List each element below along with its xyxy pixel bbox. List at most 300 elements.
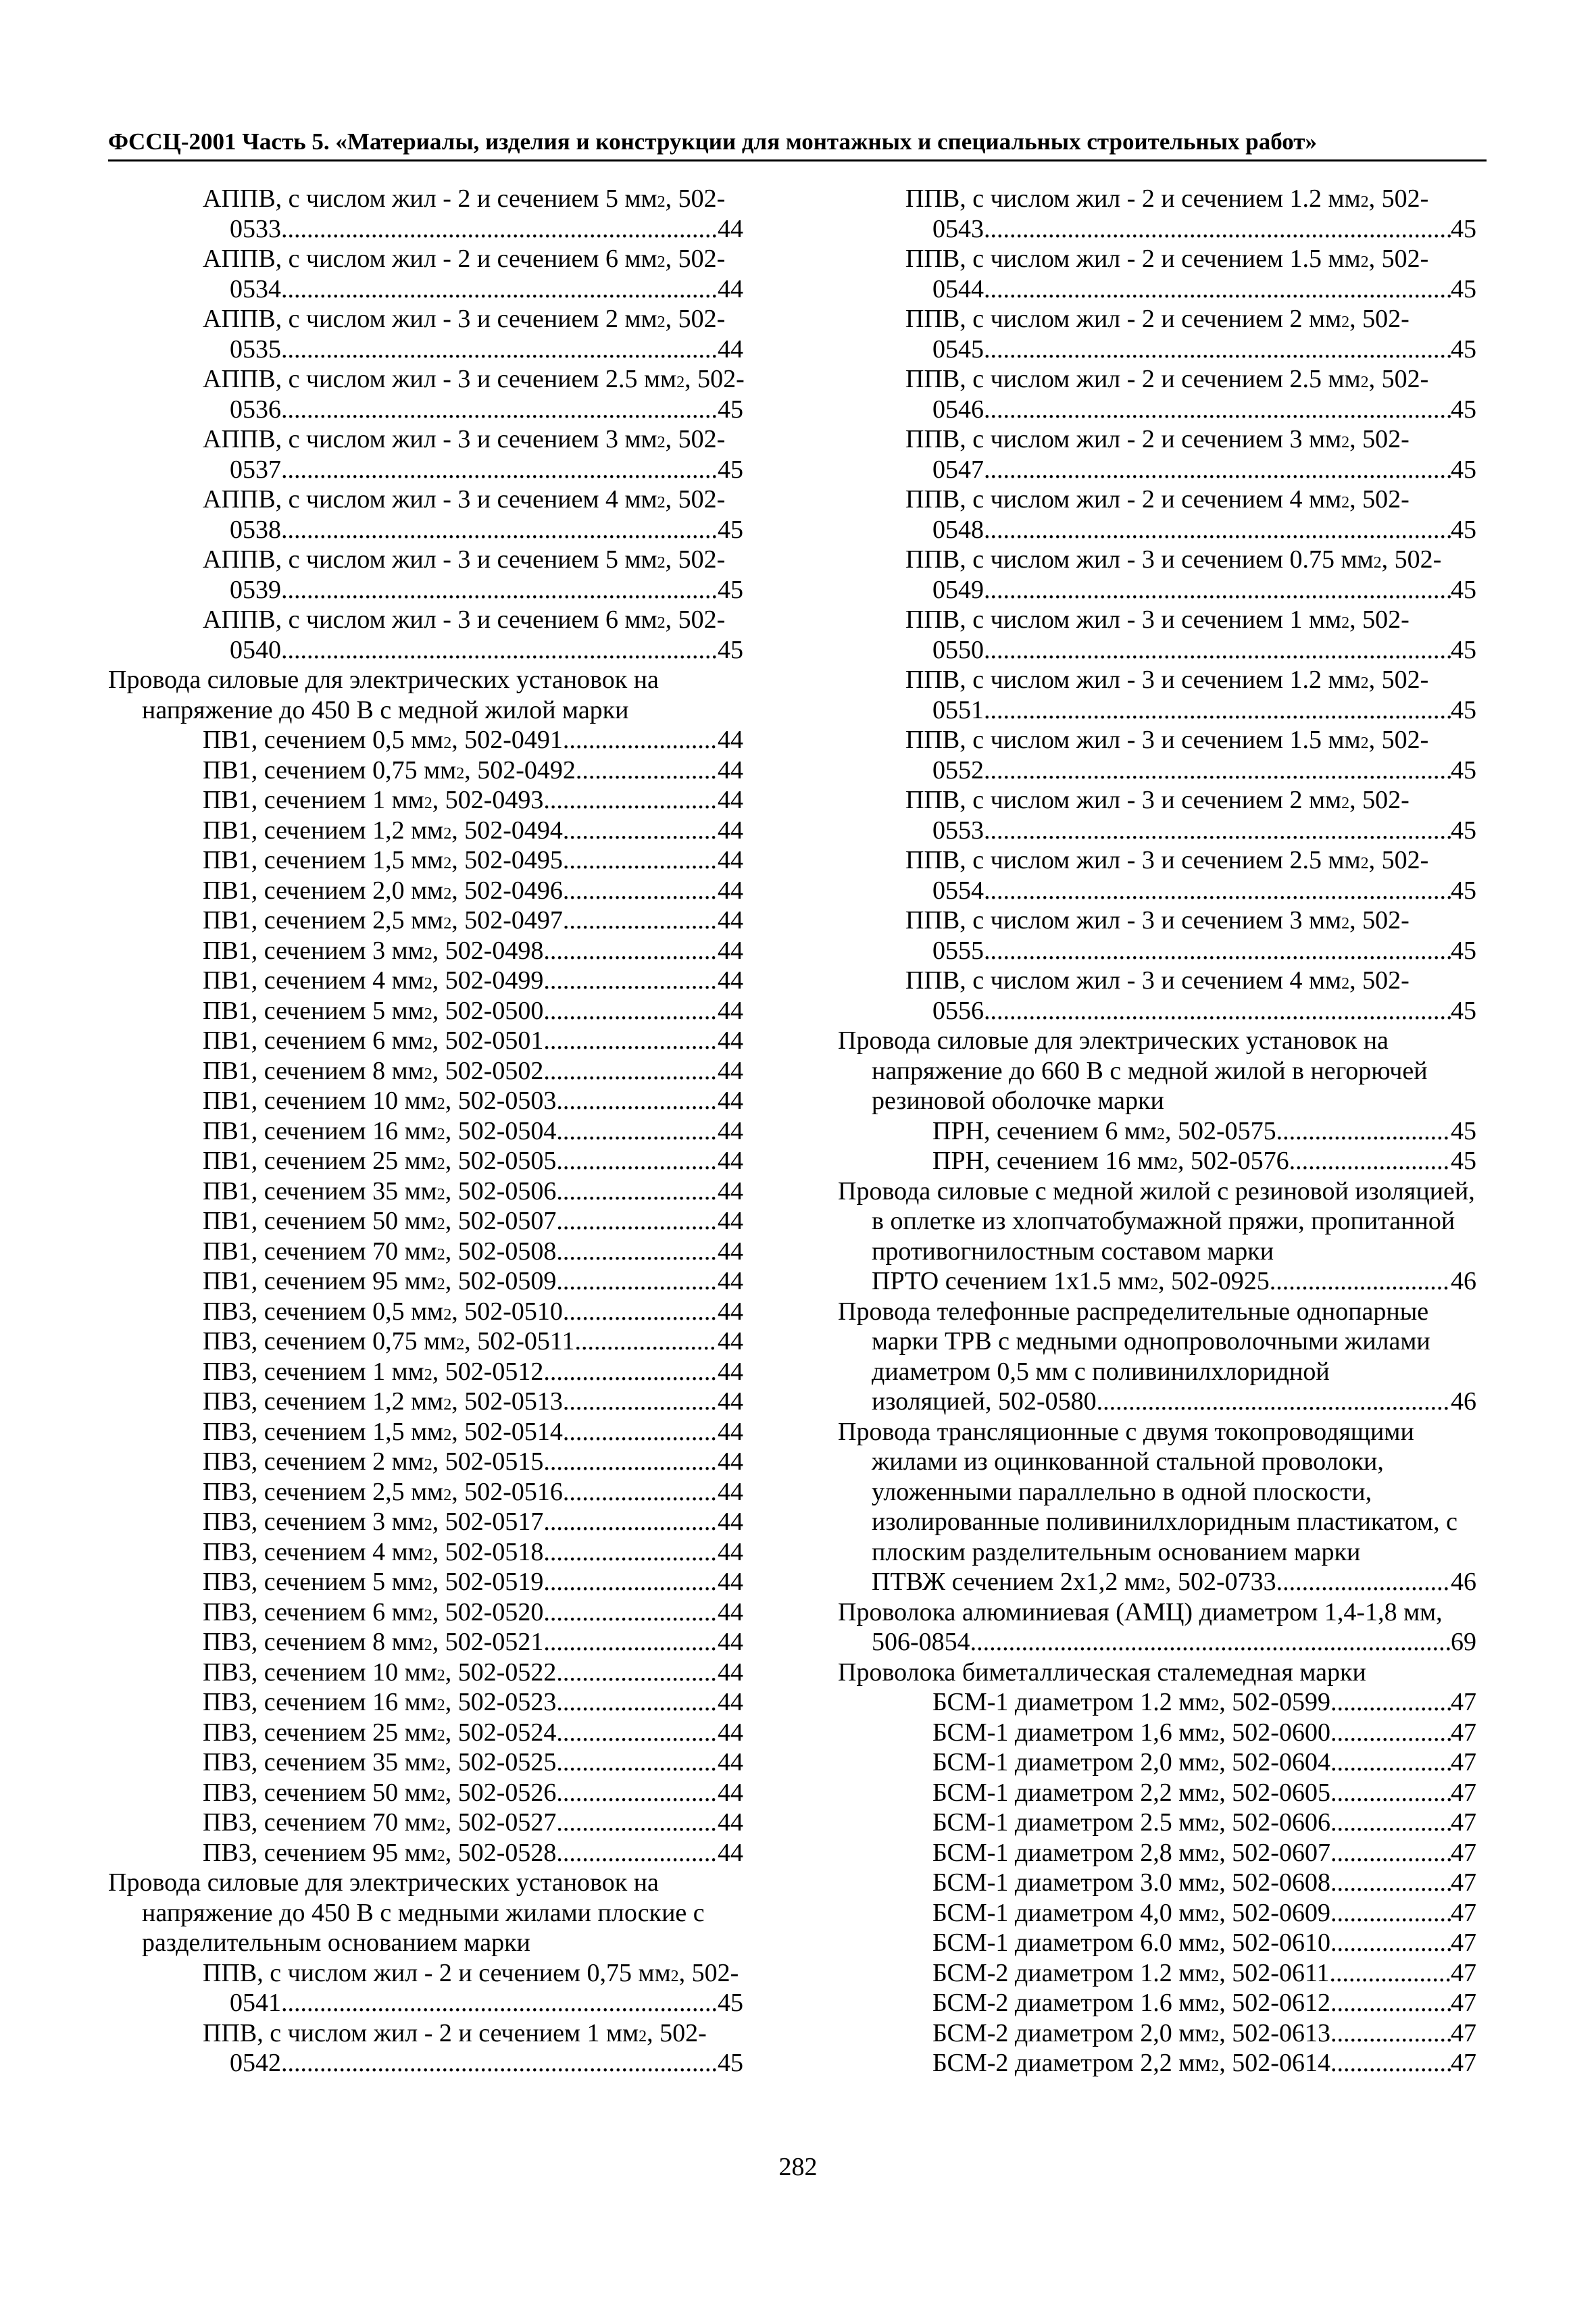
entry-line xyxy=(108,635,743,666)
dot-leader xyxy=(1276,1567,1451,1597)
entry-code: 0548 xyxy=(932,515,984,544)
index-entry: ПВ3, сечением 2,5 мм 2 , 502-0516 ..... 44 xyxy=(108,1477,743,1508)
entry-code-prefix: , 502- xyxy=(1349,786,1410,814)
entry-page: 47 xyxy=(1451,1778,1476,1807)
index-entry: ПВ1, сечением 3 мм 2 , 502-0498 ..... 44 xyxy=(108,936,743,966)
entry-line xyxy=(838,515,1476,545)
entry-text: БСМ-1 диаметром 3.0 мм xyxy=(932,1868,1212,1897)
entry-code-prefix: , 502- xyxy=(665,545,726,574)
entry-line: ППВ, с числом жил - 3 и сечением 0.75 мм 2 , 502- xyxy=(905,545,1442,574)
entry-page: 44 xyxy=(718,1087,743,1115)
entry-code: 0549 xyxy=(932,575,984,604)
entry-line xyxy=(108,515,743,545)
dot-leader xyxy=(556,1808,718,1838)
entry-line: ПТВЖ сечением 2х1,2 мм 2 , 502-0733 ..... 46 xyxy=(838,1567,1476,1597)
dot-leader xyxy=(543,1597,718,1628)
entry-page: 44 xyxy=(718,1718,743,1747)
entry-text: ПВ1, сечением 1 мм xyxy=(203,786,424,814)
entry-page: 45 xyxy=(1451,455,1476,484)
entry-code: , 502-0509 xyxy=(445,1267,557,1295)
dot-leader xyxy=(556,1687,718,1718)
entry-page: 44 xyxy=(718,1838,743,1867)
index-entry xyxy=(108,304,743,364)
entry-code: , 502-0505 xyxy=(445,1147,557,1175)
entry-page: 44 xyxy=(718,214,743,243)
dot-leader xyxy=(556,1237,718,1267)
entry-code: , 502-0528 xyxy=(445,1838,557,1867)
index-entry: ПВ3, сечением 25 мм 2 , 502-0524 ..... 44 xyxy=(108,1718,743,1748)
entry-code: 0542 xyxy=(230,2049,281,2077)
section-heading: Провода силовые для электрических установок на xyxy=(108,1868,659,1897)
entry-text: ПВ1, сечением 1,2 мм xyxy=(203,816,444,845)
entry-page: 44 xyxy=(718,1147,743,1175)
dot-leader xyxy=(543,1357,718,1387)
dot-leader xyxy=(1330,1718,1451,1748)
index-entry: ПВ3, сечением 0,75 мм 2 , 502-0511 ..... 44 xyxy=(108,1326,743,1357)
section-heading: разделительным основанием марки xyxy=(142,1928,530,1957)
entry-text: ПВ1, сечением 3 мм xyxy=(203,936,424,965)
index-entry xyxy=(108,545,743,605)
entry-code: , 502-0526 xyxy=(445,1778,557,1807)
index-entry: ПВ1, сечением 0,75 мм 2 , 502-0492 ..... 44 xyxy=(108,755,743,786)
index-entry: БСМ-1 диаметром 6.0 мм 2 , 502-0610 ..... 47 xyxy=(838,1928,1476,1958)
entry-page: 44 xyxy=(718,906,743,935)
entry-line xyxy=(108,274,743,305)
entry-text: ПВ1, сечением 2,0 мм xyxy=(203,876,444,905)
entry-text: ПВ1, сечением 6 мм xyxy=(203,1026,424,1055)
dot-leader xyxy=(556,1266,718,1297)
index-entry xyxy=(838,785,1476,845)
entry-text: ПВ1, сечением 70 мм xyxy=(203,1237,437,1266)
entry-page: 44 xyxy=(718,1387,743,1416)
dot-leader xyxy=(970,1627,1451,1658)
entry-code: , 502-0524 xyxy=(445,1718,557,1747)
entry-line: АППВ, с числом жил - 3 и сечением 4 мм 2 , 502- xyxy=(203,485,726,514)
entry-page: 47 xyxy=(1451,1838,1476,1867)
entry-text: АППВ, с числом жил - 3 и сечением 2.5 мм xyxy=(203,365,677,393)
entry-page: 44 xyxy=(718,1417,743,1446)
dot-leader xyxy=(1330,1747,1451,1778)
entry-text: ППВ, с числом жил - 2 и сечением 1.2 мм xyxy=(905,184,1361,213)
index-entry: ПВ1, сечением 1,2 мм 2 , 502-0494 ..... 44 xyxy=(108,816,743,846)
dot-leader xyxy=(281,2048,718,2078)
entry-text: ПВ3, сечением 70 мм xyxy=(203,1808,437,1837)
entry-page: 44 xyxy=(718,1477,743,1506)
entry-text: БСМ-1 диаметром 1,6 мм xyxy=(932,1718,1212,1747)
entry-code: , 502-0494 xyxy=(451,816,563,845)
index-entry: ПВ1, сечением 1 мм 2 , 502-0493 ..... 44 xyxy=(108,785,743,816)
entry-code: , 502-0575 xyxy=(1164,1116,1276,1145)
entry-page: 44 xyxy=(718,1748,743,1776)
entry-code: 0556 xyxy=(932,996,984,1025)
index-entry: БСМ-1 диаметром 2,2 мм 2 , 502-0605 ..... 47 xyxy=(838,1778,1476,1808)
entry-code: , 502-0495 xyxy=(451,846,563,874)
entry-line xyxy=(838,1627,1476,1658)
index-entry: БСМ-1 диаметром 1.2 мм 2 , 502-0599 ..... 47 xyxy=(838,1687,1476,1718)
entry-line: АППВ, с числом жил - 2 и сечением 6 мм 2 , 502- xyxy=(203,245,726,273)
entry-code: , 502-0604 xyxy=(1219,1748,1330,1776)
entry-line: ППВ, с числом жил - 2 и сечением 3 мм 2 , 502- xyxy=(905,425,1410,453)
dot-leader xyxy=(984,455,1451,485)
entry-text: БСМ-1 диаметром 2,0 мм xyxy=(932,1748,1212,1776)
entry-code: , 502-0513 xyxy=(451,1387,563,1416)
dot-leader xyxy=(563,1477,718,1508)
entry-code: , 502-0606 xyxy=(1219,1808,1330,1837)
index-entry: ПВ1, сечением 70 мм 2 , 502-0508 ..... 44 xyxy=(108,1237,743,1267)
entry-code: , 502-0520 xyxy=(432,1597,544,1626)
entry-text: ПВ3, сечением 0,5 мм xyxy=(203,1297,444,1326)
entry-line: АППВ, с числом жил - 3 и сечением 6 мм 2 , 502- xyxy=(203,605,726,634)
section-heading: напряжение до 450 В с медной жилой марки xyxy=(142,695,629,724)
entry-code: , 502-0501 xyxy=(432,1026,544,1055)
entry-page: 45 xyxy=(1451,575,1476,604)
index-entry: ПВ1, сечением 50 мм 2 , 502-0507 ..... 44 xyxy=(108,1206,743,1237)
dot-leader xyxy=(281,575,718,605)
entry-text: АППВ, с числом жил - 3 и сечением 4 мм xyxy=(203,485,657,514)
entry-text: ПВ1, сечением 2,5 мм xyxy=(203,906,444,935)
dot-leader xyxy=(984,936,1451,966)
entry-text: ПВ3, сечением 25 мм xyxy=(203,1718,437,1747)
entry-code: 0537 xyxy=(230,455,281,484)
entry-code: 0552 xyxy=(932,755,984,785)
entry-line: ППВ, с числом жил - 2 и сечением 2.5 мм 2 , 502- xyxy=(905,365,1429,393)
index-entry: ПВ1, сечением 4 мм 2 , 502-0499 ..... 44 xyxy=(108,966,743,996)
entry-text: БСМ-2 диаметром 1.6 мм xyxy=(932,1989,1212,2017)
entry-page: 44 xyxy=(718,1267,743,1295)
entry-code-prefix: , 502- xyxy=(678,1958,739,1987)
index-entry: БСМ-1 диаметром 3.0 мм 2 , 502-0608 ..... 47 xyxy=(838,1868,1476,1898)
entry-text: Провода телефонные распределительные однопарные марки ТРВ с медными однопроволочными жилами диаметром 0,5 мм с поливинилхлоридной xyxy=(838,1297,1430,1386)
entry-code-prefix: , 502- xyxy=(1349,906,1410,935)
entry-text: ПВ1, сечением 4 мм xyxy=(203,966,424,995)
running-header: ФССЦ-2001 Часть 5. «Материалы, изделия и конструкции для монтажных и специальных строительных работ» xyxy=(108,128,1317,155)
entry-page: 44 xyxy=(718,1597,743,1626)
entry-code: , 502-0611 xyxy=(1219,1958,1330,1987)
entry-page: 44 xyxy=(718,966,743,995)
entry-code-prefix: , 502- xyxy=(647,2018,707,2047)
entry-page: 45 xyxy=(1451,515,1476,544)
entry-text: АППВ, с числом жил - 2 и сечением 6 мм xyxy=(203,245,657,273)
entry-line xyxy=(108,1988,743,2018)
entry-text: ПВ1, сечением 1,5 мм xyxy=(203,846,444,874)
dot-leader xyxy=(281,455,718,485)
entry-code: 0555 xyxy=(932,936,984,965)
index-entry: ПВ1, сечением 10 мм 2 , 502-0503 ..... 44 xyxy=(108,1086,743,1116)
entry-text: БСМ-2 диаметром 2,2 мм xyxy=(932,2049,1212,2077)
entry-page: 44 xyxy=(718,1176,743,1205)
index-entry xyxy=(108,244,743,304)
index-entry: БСМ-2 диаметром 2,0 мм 2 , 502-0613 ..... 47 xyxy=(838,2018,1476,2049)
dot-leader xyxy=(1270,1266,1451,1297)
index-entry xyxy=(108,364,743,424)
entry-page: 44 xyxy=(718,755,743,785)
dot-leader xyxy=(543,1447,718,1477)
dot-leader xyxy=(556,1176,718,1207)
index-entry: ПВ3, сечением 16 мм 2 , 502-0523 ..... 44 xyxy=(108,1687,743,1718)
index-column-right xyxy=(838,184,1476,2078)
entry-text: ПВ1, сечением 35 мм xyxy=(203,1176,437,1205)
entry-code: , 502-0609 xyxy=(1219,1898,1330,1927)
entry-code: 0535 xyxy=(230,334,281,364)
entry-page: 44 xyxy=(718,1568,743,1596)
dot-leader xyxy=(281,635,718,666)
dot-leader xyxy=(1276,1116,1451,1147)
dot-leader xyxy=(563,1387,718,1417)
entry-text: Проволока алюминиевая (АМЦ) диаметром 1,4-1,8 мм, xyxy=(838,1597,1443,1626)
entry-code: 0540 xyxy=(230,635,281,664)
entry-text: ПВ1, сечением 8 мм xyxy=(203,1056,424,1085)
entry-page: 45 xyxy=(1451,996,1476,1025)
dot-leader xyxy=(556,1658,718,1688)
index-entry: ПВ3, сечением 6 мм 2 , 502-0520 ..... 44 xyxy=(108,1597,743,1628)
entry-line xyxy=(838,214,1476,245)
entry-page: 46 xyxy=(1451,1568,1476,1596)
index-entry: ПВ1, сечением 95 мм 2 , 502-0509 ..... 44 xyxy=(108,1266,743,1297)
entry-code-prefix: , 502- xyxy=(1349,485,1410,514)
entry-line xyxy=(838,936,1476,966)
entry-code: , 502-0610 xyxy=(1219,1928,1330,1957)
entry-text: ПРТО сечением 1х1.5 мм xyxy=(872,1267,1151,1295)
entry-code: 0553 xyxy=(932,816,984,845)
entry-line: ППВ, с числом жил - 3 и сечением 1.5 мм 2 , 502- xyxy=(905,726,1429,754)
dot-leader xyxy=(984,334,1451,365)
entry-text: ПВ3, сечением 1,5 мм xyxy=(203,1417,444,1446)
index-entry: ПВ3, сечением 1 мм 2 , 502-0512 ..... 44 xyxy=(108,1357,743,1387)
entry-page: 47 xyxy=(1451,1898,1476,1927)
dot-leader xyxy=(984,575,1451,605)
entry-page: 44 xyxy=(718,1688,743,1716)
entry-code: , 502-0518 xyxy=(432,1537,544,1566)
index-entry: ПВ3, сечением 95 мм 2 , 502-0528 ..... 44 xyxy=(108,1838,743,1868)
dot-leader xyxy=(281,214,718,245)
entry-text: ППВ, с числом жил - 3 и сечением 4 мм xyxy=(905,966,1342,995)
index-entry: ПВ1, сечением 25 мм 2 , 502-0505 ..... 44 xyxy=(108,1146,743,1176)
entry-code: 0544 xyxy=(932,274,984,303)
dot-leader xyxy=(984,635,1451,666)
entry-line xyxy=(838,695,1476,726)
entry-text: АППВ, с числом жил - 3 и сечением 3 мм xyxy=(203,425,657,453)
index-entry xyxy=(838,484,1476,545)
entry-text: изоляцией, 502-0580 xyxy=(872,1387,1097,1416)
dot-leader xyxy=(563,876,718,906)
entry-text: ПВ3, сечением 95 мм xyxy=(203,1838,437,1867)
index-entry: ПВ3, сечением 0,5 мм 2 , 502-0510 ..... 44 xyxy=(108,1297,743,1327)
entry-page: 45 xyxy=(1451,1147,1476,1175)
entry-text: ПВ3, сечением 16 мм xyxy=(203,1688,437,1716)
dot-leader xyxy=(984,214,1451,245)
index-entry: БСМ-1 диаметром 2,8 мм 2 , 502-0607 ..... 47 xyxy=(838,1838,1476,1868)
entry-code: , 502-0515 xyxy=(432,1447,544,1476)
dot-leader xyxy=(1330,1687,1451,1718)
dot-leader xyxy=(543,1537,718,1568)
index-entry: БСМ-2 диаметром 1.6 мм 2 , 502-0612 ..... 47 xyxy=(838,1988,1476,2018)
entry-text: ПВ3, сечением 8 мм xyxy=(203,1628,424,1656)
entry-code: , 502-0504 xyxy=(445,1116,557,1145)
entry-page: 44 xyxy=(718,1658,743,1687)
entry-line xyxy=(838,1387,1476,1417)
entry-text: ППВ, с числом жил - 3 и сечением 2.5 мм xyxy=(905,846,1361,874)
entry-code: , 502-0500 xyxy=(432,996,544,1025)
entry-line xyxy=(838,455,1476,485)
entry-code-prefix: , 502- xyxy=(1349,605,1410,634)
entry-page: 44 xyxy=(718,1447,743,1476)
entry-line: АППВ, с числом жил - 3 и сечением 5 мм 2 , 502- xyxy=(203,545,726,574)
entry-code: , 502-0614 xyxy=(1219,2049,1330,2077)
dot-leader xyxy=(984,395,1451,425)
entry-page: 45 xyxy=(718,395,743,424)
entry-line xyxy=(838,334,1476,365)
entry-code: , 502-0493 xyxy=(432,786,544,814)
entry-line xyxy=(838,876,1476,906)
dot-leader xyxy=(543,1507,718,1537)
entry-code: 0543 xyxy=(932,214,984,243)
entry-text: АППВ, с числом жил - 3 и сечением 2 мм xyxy=(203,305,657,333)
entry-page: 45 xyxy=(718,635,743,664)
index-entry xyxy=(838,364,1476,424)
entry-text: ПВ3, сечением 0,75 мм xyxy=(203,1327,457,1355)
index-entry xyxy=(108,1958,743,2018)
entry-page: 45 xyxy=(718,1989,743,2017)
entry-line xyxy=(838,635,1476,666)
dot-leader xyxy=(563,1417,718,1447)
entry-code: 0533 xyxy=(230,214,281,243)
index-entry xyxy=(838,545,1476,605)
dot-leader xyxy=(281,515,718,545)
dot-leader xyxy=(543,1567,718,1597)
entry-text: ППВ, с числом жил - 3 и сечением 1.2 мм xyxy=(905,666,1361,694)
entry-code: 0547 xyxy=(932,455,984,484)
index-entry: ПРН, сечением 6 мм 2 , 502-0575 ..... 45 xyxy=(838,1116,1476,1147)
entry-code: 0545 xyxy=(932,334,984,364)
dot-leader xyxy=(574,1326,718,1357)
entry-code-prefix: , 502- xyxy=(1368,245,1429,273)
entry-code: , 502-0607 xyxy=(1219,1838,1330,1867)
entry-page: 47 xyxy=(1451,1718,1476,1747)
index-entry: ПВ3, сечением 4 мм 2 , 502-0518 ..... 44 xyxy=(108,1537,743,1568)
entry-code: 0541 xyxy=(230,1989,281,2017)
entry-text: ПВ1, сечением 50 мм xyxy=(203,1207,437,1235)
index-entry xyxy=(108,484,743,545)
entry-code-prefix: , 502- xyxy=(1368,846,1429,874)
entry-page: 44 xyxy=(718,816,743,845)
entry-code-prefix: , 502- xyxy=(665,184,726,213)
entry-text: БСМ-1 диаметром 2,8 мм xyxy=(932,1838,1212,1867)
entry-page: 47 xyxy=(1451,1958,1476,1987)
entry-code: , 502-0516 xyxy=(451,1477,563,1506)
dot-leader xyxy=(563,845,718,876)
entry-line: ППВ, с числом жил - 2 и сечением 1.2 мм 2 , 502- xyxy=(905,184,1429,213)
entry-line xyxy=(838,996,1476,1026)
entry-line xyxy=(108,2048,743,2078)
entry-text: БСМ-2 диаметром 2,0 мм xyxy=(932,2018,1212,2047)
index-entry xyxy=(838,725,1476,785)
entry-text: БСМ-1 диаметром 4,0 мм xyxy=(932,1898,1212,1927)
entry-code: 0550 xyxy=(932,635,984,664)
dot-leader xyxy=(543,936,718,966)
entry-page: 47 xyxy=(1451,1868,1476,1897)
entry-code: , 502-0511 xyxy=(464,1327,575,1355)
entry-page: 45 xyxy=(1451,395,1476,424)
entry-line: ППВ, с числом жил - 2 и сечением 4 мм 2 , 502- xyxy=(905,485,1410,514)
entry-code: , 502-0507 xyxy=(445,1207,557,1235)
entry-line: АППВ, с числом жил - 3 и сечением 2.5 мм 2 , 502- xyxy=(203,365,745,393)
entry-text: ПВ1, сечением 0,5 мм xyxy=(203,726,444,754)
entry-line: ППВ, с числом жил - 2 и сечением 0,75 мм 2 , 502- xyxy=(203,1958,739,1987)
entry-line: ПРТО сечением 1х1.5 мм 2 , 502-0925 ..... 46 xyxy=(838,1266,1476,1297)
entry-text: ПВ3, сечением 1 мм xyxy=(203,1357,424,1386)
index-entry: ПВ1, сечением 6 мм 2 , 502-0501 ..... 44 xyxy=(108,1026,743,1056)
index-entry xyxy=(838,304,1476,364)
entry-code-prefix: , 502- xyxy=(1349,305,1410,333)
entry-line: ППВ, с числом жил - 2 и сечением 2 мм 2 , 502- xyxy=(905,305,1410,333)
dot-leader xyxy=(281,334,718,365)
dot-leader xyxy=(563,1297,718,1327)
entry-code: 0551 xyxy=(932,695,984,724)
index-entry: ПВ3, сечением 1,2 мм 2 , 502-0513 ..... 44 xyxy=(108,1387,743,1417)
dot-leader xyxy=(556,1206,718,1237)
index-entry: БСМ-1 диаметром 2.5 мм 2 , 502-0606 ..... 47 xyxy=(838,1808,1476,1838)
entry-text: ППВ, с числом жил - 2 и сечением 2.5 мм xyxy=(905,365,1361,393)
index-entry xyxy=(838,1597,1476,1658)
entry-code: , 502-0508 xyxy=(445,1237,557,1266)
index-entry xyxy=(108,605,743,665)
entry-line: АППВ, с числом жил - 3 и сечением 2 мм 2 , 502- xyxy=(203,305,726,333)
index-entry xyxy=(838,1297,1476,1417)
entry-code-prefix: , 502- xyxy=(665,605,726,634)
entry-text: ППВ, с числом жил - 2 и сечением 3 мм xyxy=(905,425,1342,453)
entry-text: АППВ, с числом жил - 2 и сечением 5 мм xyxy=(203,184,657,213)
index-entry: ПВ1, сечением 0,5 мм 2 , 502-0491 ..... 44 xyxy=(108,725,743,755)
entry-page: 44 xyxy=(718,1207,743,1235)
dot-leader xyxy=(984,996,1451,1026)
entry-text: ПВ3, сечением 3 мм xyxy=(203,1508,424,1536)
header-rule xyxy=(108,159,1487,161)
index-entry: ПВ1, сечением 16 мм 2 , 502-0504 ..... 44 xyxy=(108,1116,743,1147)
entry-text: АППВ, с числом жил - 3 и сечением 5 мм xyxy=(203,545,657,574)
entry-code: , 502-0512 xyxy=(432,1357,544,1386)
entry-code-prefix: , 502- xyxy=(684,365,745,393)
index-entry: ПВ1, сечением 5 мм 2 , 502-0500 ..... 44 xyxy=(108,996,743,1026)
entry-code-prefix: , 502- xyxy=(1368,726,1429,754)
entry-line: АППВ, с числом жил - 3 и сечением 3 мм 2 , 502- xyxy=(203,425,726,453)
entry-line: ППВ, с числом жил - 3 и сечением 1 мм 2 , 502- xyxy=(905,605,1410,634)
entry-line: ППВ, с числом жил - 3 и сечением 4 мм 2 , 502- xyxy=(905,966,1410,995)
index-entry: ПВ3, сечением 10 мм 2 , 502-0522 ..... 44 xyxy=(108,1658,743,1688)
entry-page: 44 xyxy=(718,996,743,1025)
index-entry: ПВ3, сечением 3 мм 2 , 502-0517 ..... 44 xyxy=(108,1507,743,1537)
entry-text: БСМ-1 диаметром 2.5 мм xyxy=(932,1808,1212,1837)
entry-line xyxy=(838,395,1476,425)
entry-text: ПВ1, сечением 5 мм xyxy=(203,996,424,1025)
entry-page: 45 xyxy=(1451,334,1476,364)
entry-page: 46 xyxy=(1451,1267,1476,1295)
entry-page: 44 xyxy=(718,1357,743,1386)
entry-page: 47 xyxy=(1451,1928,1476,1957)
entry-code: , 502-0612 xyxy=(1219,1989,1330,2017)
entry-page: 44 xyxy=(718,1808,743,1837)
entry-text: БСМ-1 диаметром 2,2 мм xyxy=(932,1778,1212,1807)
index-entry: БСМ-2 диаметром 2,2 мм 2 , 502-0614 ..... 47 xyxy=(838,2048,1476,2078)
index-entry xyxy=(838,905,1476,966)
index-column-left xyxy=(108,184,743,2078)
section-heading: Провода силовые для электрических установок на напряжение до 660 В с медной жилой в негорючей резиновой оболочке марки xyxy=(838,1026,1428,1115)
index-entry xyxy=(838,244,1476,304)
entry-text: ПВ3, сечением 5 мм xyxy=(203,1568,424,1596)
entry-code: 0546 xyxy=(932,395,984,424)
entry-page: 44 xyxy=(718,1628,743,1656)
entry-line xyxy=(838,575,1476,605)
entry-page: 44 xyxy=(718,726,743,754)
